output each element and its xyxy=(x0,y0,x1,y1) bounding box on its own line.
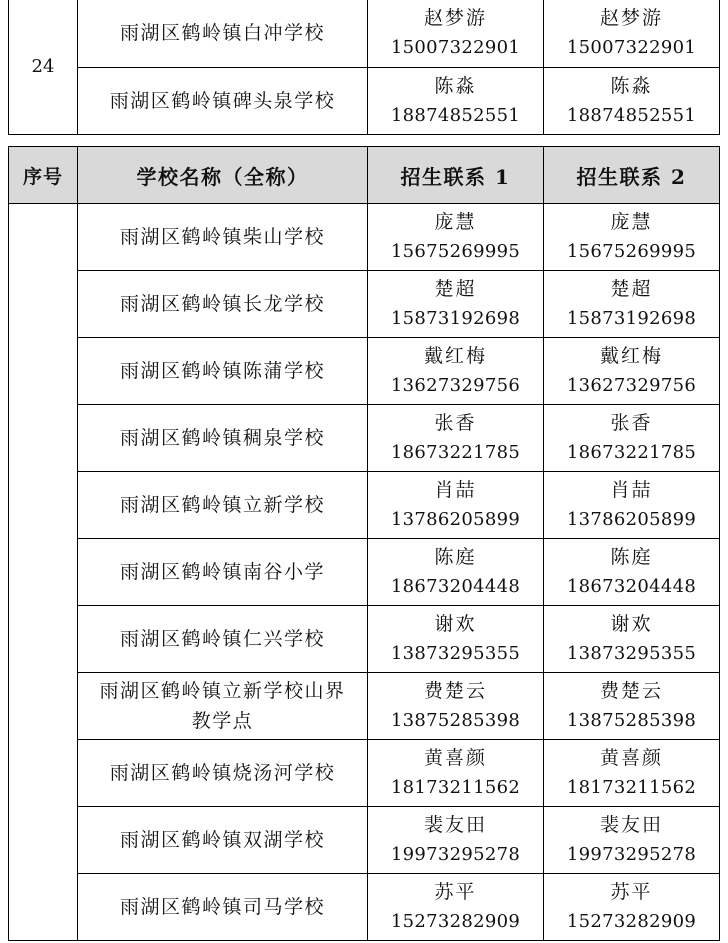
contact-phone: 13873295355 xyxy=(390,643,521,664)
header-contact-1: 招生联系 1 xyxy=(368,147,544,204)
contact-2 xyxy=(544,0,720,68)
contact-2 xyxy=(544,472,720,539)
contact-phone: 15273282909 xyxy=(390,911,521,932)
contact-name: 陈淼 xyxy=(434,75,477,97)
contact-phone: 15273282909 xyxy=(566,911,697,932)
contact-1 xyxy=(368,874,544,941)
contact-name: 庞慧 xyxy=(610,211,653,233)
contact-phone: 15007322901 xyxy=(390,37,521,58)
row-index-value: 24 xyxy=(31,56,55,77)
contact-phone: 13627329756 xyxy=(390,375,521,396)
school-name: 雨湖区鹤岭镇柴山学校 xyxy=(78,204,368,271)
contact-phone: 18874852551 xyxy=(566,105,697,126)
contact-name: 裴友田 xyxy=(599,814,663,836)
contact-name: 楚超 xyxy=(434,278,477,300)
contact-name: 陈淼 xyxy=(610,75,653,97)
school-name xyxy=(78,673,368,740)
contact-2 xyxy=(544,271,720,338)
contact-1 xyxy=(368,740,544,807)
school-name-line-2: 教学点 xyxy=(191,710,254,732)
school-table xyxy=(8,146,720,941)
contact-name: 肖喆 xyxy=(610,479,653,501)
contact-phone: 13875285398 xyxy=(390,710,521,731)
contact-2 xyxy=(544,673,720,740)
contact-2 xyxy=(544,874,720,941)
table-row xyxy=(9,472,720,539)
table-row xyxy=(9,539,720,606)
school-name: 雨湖区鹤岭镇立新学校 xyxy=(78,472,368,539)
header-index: 序号 xyxy=(9,147,78,204)
school-name: 雨湖区鹤岭镇陈蒲学校 xyxy=(78,338,368,405)
contact-phone: 18673221785 xyxy=(566,442,697,463)
contact-name: 张香 xyxy=(434,412,477,434)
contact-name: 黄喜颜 xyxy=(599,747,663,769)
contact-name: 黄喜颜 xyxy=(423,747,487,769)
contact-name: 楚超 xyxy=(610,278,653,300)
table-header-row xyxy=(9,147,720,204)
school-table-top xyxy=(8,0,720,135)
contact-name: 赵梦游 xyxy=(599,7,663,29)
contact-name: 戴红梅 xyxy=(599,345,663,367)
table-row xyxy=(9,606,720,673)
contact-1 xyxy=(368,606,544,673)
contact-2 xyxy=(544,807,720,874)
school-name: 雨湖区鹤岭镇碑头泉学校 xyxy=(78,68,368,135)
school-name: 雨湖区鹤岭镇长龙学校 xyxy=(78,271,368,338)
table-row xyxy=(9,0,720,68)
header-contact-2: 招生联系 2 xyxy=(544,147,720,204)
contact-name: 谢欢 xyxy=(610,613,653,635)
contact-2 xyxy=(544,338,720,405)
row-index xyxy=(9,0,78,135)
school-name: 雨湖区鹤岭镇烧汤河学校 xyxy=(78,740,368,807)
table-row xyxy=(9,874,720,941)
school-name: 雨湖区鹤岭镇仁兴学校 xyxy=(78,606,368,673)
contact-phone: 18874852551 xyxy=(390,105,521,126)
contact-phone: 18673221785 xyxy=(390,442,521,463)
contact-phone: 15873192698 xyxy=(390,308,521,329)
contact-1 xyxy=(368,673,544,740)
contact-name: 庞慧 xyxy=(434,211,477,233)
contact-name: 谢欢 xyxy=(434,613,477,635)
contact-phone: 19973295278 xyxy=(566,844,697,865)
school-name: 雨湖区鹤岭镇司马学校 xyxy=(78,874,368,941)
contact-name: 费楚云 xyxy=(423,680,487,702)
table-row xyxy=(9,204,720,271)
row-index xyxy=(9,204,78,941)
contact-name: 陈庭 xyxy=(610,546,653,568)
table-row xyxy=(9,68,720,135)
contact-phone: 13786205899 xyxy=(390,509,521,530)
contact-phone: 13873295355 xyxy=(566,643,697,664)
contact-2 xyxy=(544,204,720,271)
table-row xyxy=(9,740,720,807)
contact-name: 戴红梅 xyxy=(423,345,487,367)
school-name: 雨湖区鹤岭镇稠泉学校 xyxy=(78,405,368,472)
contact-name: 肖喆 xyxy=(434,479,477,501)
contact-1 xyxy=(368,0,544,68)
contact-1 xyxy=(368,271,544,338)
contact-name: 苏平 xyxy=(610,881,653,903)
contact-1 xyxy=(368,472,544,539)
contact-2 xyxy=(544,740,720,807)
school-name: 雨湖区鹤岭镇南谷小学 xyxy=(78,539,368,606)
school-name: 雨湖区鹤岭镇白冲学校 xyxy=(78,0,368,68)
table-row xyxy=(9,338,720,405)
contact-phone: 18673204448 xyxy=(390,576,521,597)
contact-name: 苏平 xyxy=(434,881,477,903)
school-name: 雨湖区鹤岭镇双湖学校 xyxy=(78,807,368,874)
table-row xyxy=(9,271,720,338)
contact-1 xyxy=(368,68,544,135)
table-row xyxy=(9,807,720,874)
contact-phone: 15873192698 xyxy=(566,308,697,329)
contact-phone: 15675269995 xyxy=(390,241,521,262)
contact-name: 费楚云 xyxy=(599,680,663,702)
contact-name: 陈庭 xyxy=(434,546,477,568)
school-name-line-1: 雨湖区鹤岭镇立新学校山界 xyxy=(99,680,346,702)
contact-2 xyxy=(544,68,720,135)
table-row xyxy=(9,673,720,740)
header-school-name: 学校名称（全称） xyxy=(78,147,368,204)
contact-name: 裴友田 xyxy=(423,814,487,836)
contact-phone: 13875285398 xyxy=(566,710,697,731)
contact-1 xyxy=(368,405,544,472)
contact-1 xyxy=(368,338,544,405)
contact-2 xyxy=(544,405,720,472)
contact-1 xyxy=(368,204,544,271)
contact-1 xyxy=(368,539,544,606)
contact-2 xyxy=(544,539,720,606)
contact-phone: 19973295278 xyxy=(390,844,521,865)
contact-1 xyxy=(368,807,544,874)
contact-name: 赵梦游 xyxy=(423,7,487,29)
contact-phone: 15007322901 xyxy=(566,37,697,58)
contact-2 xyxy=(544,606,720,673)
contact-phone: 18173211562 xyxy=(566,777,697,798)
contact-phone: 18173211562 xyxy=(390,777,521,798)
contact-name: 张香 xyxy=(610,412,653,434)
contact-phone: 15675269995 xyxy=(566,241,697,262)
contact-phone: 13627329756 xyxy=(566,375,697,396)
table-row xyxy=(9,405,720,472)
contact-phone: 18673204448 xyxy=(566,576,697,597)
contact-phone: 13786205899 xyxy=(566,509,697,530)
